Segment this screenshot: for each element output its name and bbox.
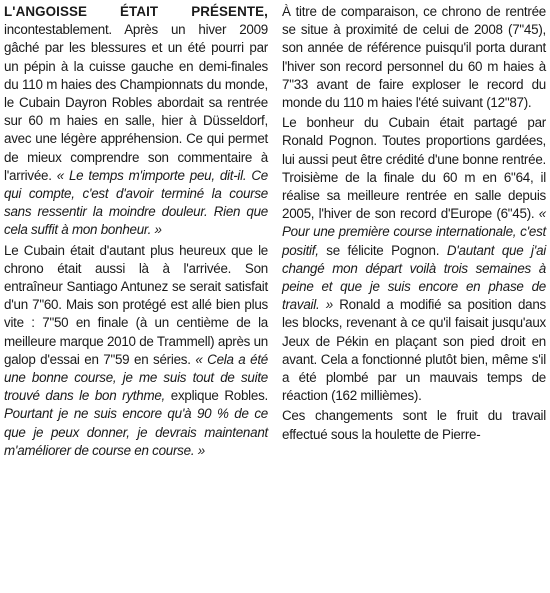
paragraph-text: explique Robles. [165,388,268,404]
paragraph-text: Ronald a modifié sa position dans les blocks, revenant à ce qu'il faisait jusqu'aux Jeux de Pékin en plaçant son pied droit en avant. Cela a fonctionné plutôt bien, même s'il a été plombé par un mauvais temps de réaction (162 millièmes). [282,297,546,404]
paragraph-robles-chrono [4,242,268,460]
pognon-quote: D'autant que j'ai changé mon départ voilà trois semaines à peine et que je suis encore en phase de travail. » [282,242,546,313]
paragraph-dayron-robles-intro [4,3,268,240]
robles-quote: « Le temps m'importe peu, dit-il. Ce qui compte, c'est d'avoir terminé la course sans ressentir la moindre douleur. Rien que cela suffit à mon bonheur. » [4,167,268,238]
paragraph-lead-in: L'ANGOISSE ÉTAIT PRÉSENTE, [4,4,268,19]
robles-quote: Pourtant je ne suis encore qu'à 90 % de ce que je peux donner, je devrais maintenant m'améliorer de course en course. » [4,406,268,458]
paragraph-changes [282,407,546,443]
article-column-left [4,3,268,589]
article-column-right [282,3,546,589]
paragraph-ronald-pognon [282,114,546,405]
article-page [4,3,546,589]
paragraph-comparison [282,3,546,112]
robles-quote: « Cela a été une bonne course, je me suis tout de suite trouvé dans le bon rythme, [4,351,268,404]
paragraph-text: Le Cubain était d'autant plus heureux que le chrono était aussi là à l'arrivée. Son entraîneur Santiago Antunez se serait satisfait d'un 7"60. Mais son protégé est allé bien plus vite : 7"50 en finale (à un centième de la meilleure marque 2010 de Trammell) après un galop d'essai en 7"59 en séries. [4,242,268,367]
paragraph-text: Ces changements sont le fruit du travail effectué sous la houlette de Pierre- [282,408,546,442]
paragraph-text: À titre de comparaison, ce chrono de rentrée se situe à proximité de celui de 2008 (7"45), son année de référence puisqu'il porta durant l'hiver son record personnel du 60 m haies à 7"33 avant de faire exploser le record du monde du 110 m haies l'été suivant (12"87). [282,4,546,111]
paragraph-text: incontestablement. Après un hiver 2009 gâché par les blessures et un été pourri par un pépin à la cuisse gauche en demi-finales du 110 m haies des Championnats du monde, le Cubain Dayron Robles abordait sa rentrée sur 60 m haies en salle, hier à Düsseldorf, avec une légère appréhension. Ce qui permet de mieux comprendre son commentaire à l'arrivée. [4,22,268,183]
paragraph-text: se félicite Pognon. [318,242,447,258]
pognon-quote: « Pour une première course internationale, c'est positif, [282,206,546,258]
paragraph-text: Le bonheur du Cubain était partagé par Ronald Pognon. Toutes proportions gardées, lui aussi peut être crédité d'une bonne rentrée. Troisième de la finale du 60 m en 6"64, il réalise sa meilleure rentrée en salle depuis 2005, l'hiver de son record d'Europe (6"45). [282,115,546,222]
